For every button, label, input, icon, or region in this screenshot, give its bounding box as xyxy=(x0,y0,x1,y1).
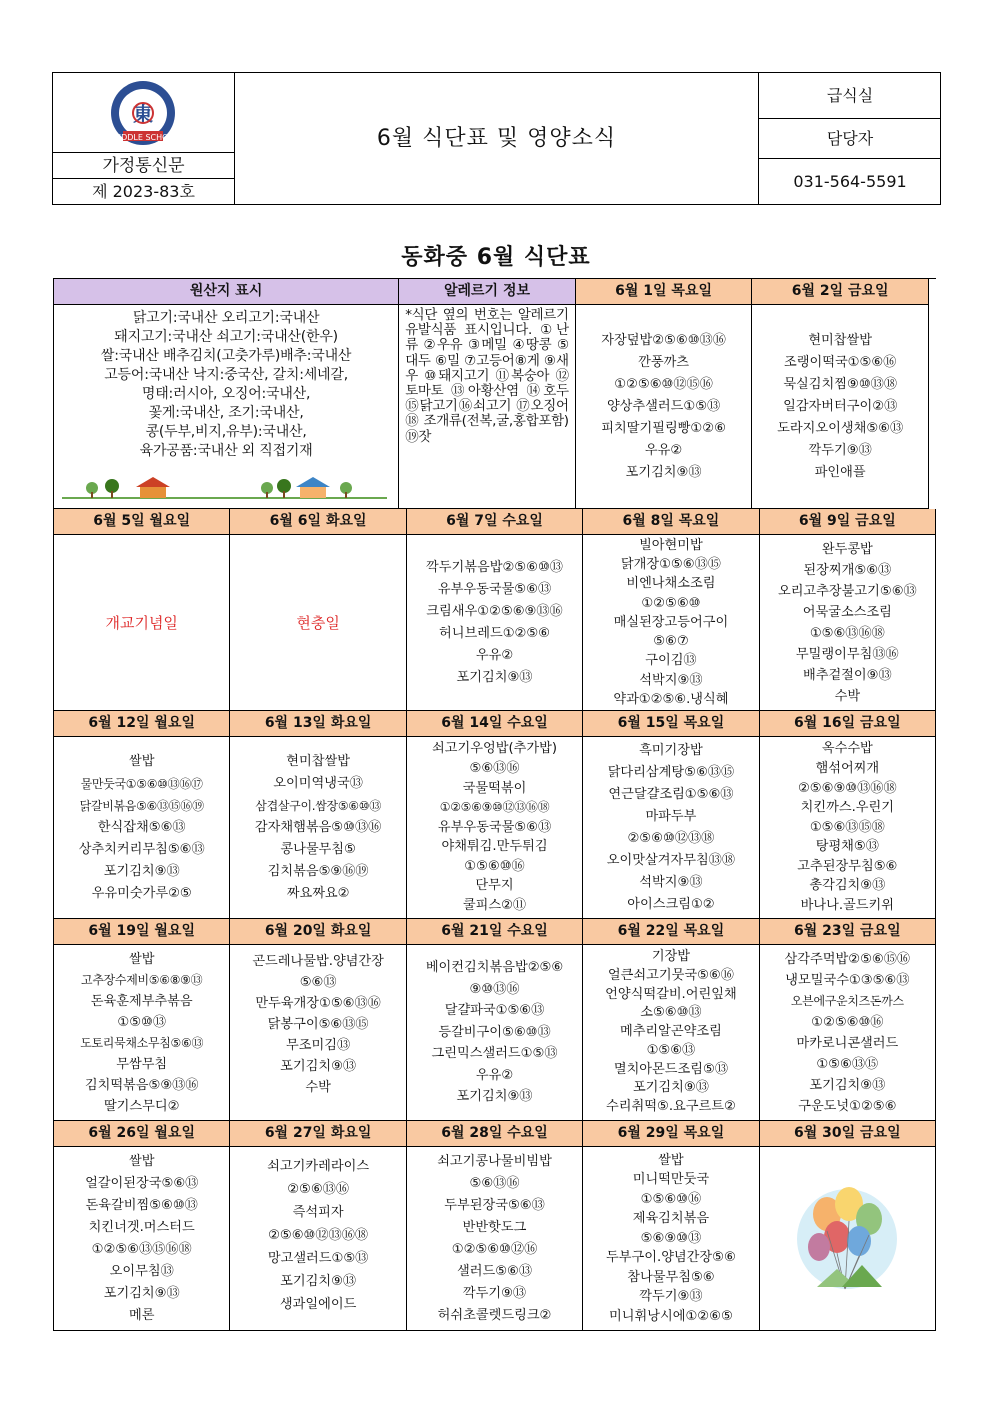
day-header: 6월 15일 목요일 xyxy=(583,711,759,737)
table-row xyxy=(54,737,936,919)
day-menu xyxy=(760,1147,936,1331)
menu-item: 석박지⑨⑬ xyxy=(639,874,703,890)
menu-item: 메추리알곤약조림 xyxy=(619,1024,722,1040)
menu-item: 유부우동국물⑤⑥⑬ xyxy=(437,581,552,597)
menu-item: 묵실김치찜⑨⑩⑬⑱ xyxy=(783,376,898,392)
menu-item: ①⑤⑥⑬⑯⑱ xyxy=(809,625,885,641)
menu-item: 구운도넛①②⑤⑥ xyxy=(798,1098,897,1114)
origin-line: 명태:러시아, 오징어:국내산, xyxy=(141,386,311,402)
menu-item: 만두육개장①⑤⑥⑬⑯ xyxy=(255,996,381,1011)
menu-item: 포기김치⑨⑬ xyxy=(632,1080,709,1096)
menu-item: ①⑤⑥⑩⑯ xyxy=(640,1191,702,1207)
menu-item: 흑미기장밥 xyxy=(639,742,703,758)
menu-item: 메론 xyxy=(128,1307,155,1323)
table-row xyxy=(54,305,936,509)
menu-item: ②⑤⑥⑩⑫⑬⑱ xyxy=(627,830,715,846)
menu-item: ①⑤⑥⑬⑮⑱ xyxy=(809,819,885,835)
menu-item: 등갈비구이⑤⑥⑩⑬ xyxy=(438,1024,551,1040)
menu-item: 포기김치⑨⑬ xyxy=(809,1077,886,1093)
day-menu xyxy=(407,1147,583,1331)
day-menu xyxy=(407,737,583,919)
menu-item: 우유② xyxy=(475,647,514,663)
logo-text: DONGHWA MIDDLE SCHOOL 동화중학교 xyxy=(65,133,221,142)
menu-item: 옥수수밥 xyxy=(821,741,873,757)
menu-item: 우유미숫가루②⑤ xyxy=(91,885,192,901)
menu-item: 김치볶음⑤⑨⑯⑲ xyxy=(267,863,369,879)
menu-item: 오븐에구운치즈돈까스 xyxy=(790,993,904,1008)
table-row xyxy=(54,1121,936,1147)
menu-item: 김치떡볶음⑤⑨⑬⑯ xyxy=(84,1077,199,1093)
contact-cell xyxy=(758,73,940,204)
menu-item: 마카로니콘샐러드 xyxy=(796,1035,899,1051)
menu-item: 물만둣국①⑤⑥⑩⑬⑯⑰ xyxy=(80,776,203,791)
menu-item: 석박지⑨⑬ xyxy=(639,672,703,688)
menu-item: 비엔나채소조림 xyxy=(626,576,716,592)
menu-item: 바나나.골드키위 xyxy=(800,898,895,914)
day-header: 6월 20일 화요일 xyxy=(230,919,406,945)
menu-item: 일감자버터구이②⑬ xyxy=(783,398,898,414)
origin-line: 닭고기:국내산 오리고기:국내산 xyxy=(132,310,320,326)
table-row xyxy=(54,279,936,305)
department: 급식실 xyxy=(759,73,941,119)
day-header: 6월 9일 금요일 xyxy=(760,509,936,535)
day-menu xyxy=(752,305,929,509)
menu-item: 무밀랭이무침⑬⑯ xyxy=(795,646,899,662)
menu-item: 크림새우①②⑤⑥⑨⑬⑯ xyxy=(426,603,563,619)
menu-item: 구이김⑬ xyxy=(645,653,697,669)
balloons-illustration xyxy=(787,1169,907,1309)
menu-item: 깍두기⑨⑬ xyxy=(639,1289,703,1305)
menu-item: 고추장수제비⑤⑥⑧⑨⑬ xyxy=(81,972,203,987)
day-menu xyxy=(54,535,230,711)
menu-item: 깍두기볶음밥②⑤⑥⑩⑬ xyxy=(426,559,563,575)
table-row xyxy=(54,509,936,535)
table-row xyxy=(54,535,936,711)
day-menu xyxy=(583,945,759,1121)
day-menu xyxy=(230,535,406,711)
holiday-label: 개교기념일 xyxy=(105,614,178,632)
menu-item: 얼큰쇠고기뭇국⑤⑥⑯ xyxy=(607,967,734,983)
menu-item: ⑤⑥⑦ xyxy=(653,634,689,650)
menu-item: 포기김치⑨⑬ xyxy=(625,464,702,480)
menu-item: 약과①②⑤⑥.냉식혜 xyxy=(613,692,729,708)
menu-item: 닭개장①⑤⑥⑬⑮ xyxy=(620,556,721,572)
day-menu xyxy=(583,1147,759,1331)
menu-item: 된장찌개⑤⑥⑬ xyxy=(803,562,892,578)
menu-item: 딸기스무디② xyxy=(103,1098,180,1114)
page-title: 6월 식단표 및 영양소식 xyxy=(376,126,617,151)
day-menu xyxy=(54,945,230,1121)
school-logo xyxy=(53,73,234,153)
menu-item: ⑤⑥⑬⑯ xyxy=(469,760,520,776)
menu-item: 수박 xyxy=(305,1080,331,1095)
menu-item: ②⑤⑥⑨⑩⑬⑯⑱ xyxy=(797,780,897,796)
menu-item: 매실된장고등어구이 xyxy=(613,614,729,630)
menu-item: 그린믹스샐러드①⑤⑬ xyxy=(431,1046,558,1062)
menu-item: 탕평채⑤⑬ xyxy=(815,839,879,855)
day-header: 6월 22일 목요일 xyxy=(583,919,759,945)
day-menu xyxy=(760,737,936,919)
table-row xyxy=(54,945,936,1121)
day-menu xyxy=(760,535,936,711)
menu-item: 쌀밥 xyxy=(658,1152,684,1168)
day-menu xyxy=(583,737,759,919)
menu-item: ①②⑤⑥⑩⑫⑯ xyxy=(451,1241,538,1257)
menu-item: 유부우동국물⑤⑥⑬ xyxy=(437,819,552,835)
menu-item: 삼겹살구이.쌈장⑤⑥⑩⑬ xyxy=(255,798,381,813)
menu-item: ⑤⑥⑬⑯ xyxy=(469,1175,520,1191)
menu-item: 반반핫도그 xyxy=(462,1219,527,1235)
logo-cell xyxy=(53,73,235,204)
menu-item: ①⑤⑥⑬⑮ xyxy=(816,1056,879,1072)
menu-item: 제육김치볶음 xyxy=(632,1211,710,1227)
menu-item: 조랭이떡국①⑤⑥⑯ xyxy=(783,354,897,370)
menu-item: 언양식떡갈비.어린잎채 xyxy=(605,986,737,1002)
menu-item: 포기김치⑨⑬ xyxy=(456,1089,533,1105)
day-menu xyxy=(407,535,583,711)
menu-item: 포기김치⑨⑬ xyxy=(280,1274,357,1289)
menu-item: 닭다리삼계탕⑤⑥⑬⑮ xyxy=(607,764,735,780)
origin-line: 쌀:국내산 배추김치(고춧가루)배추:국내산 xyxy=(100,348,352,364)
menu-item: 현미찹쌀밥 xyxy=(808,332,873,348)
menu-item: 샐러드⑤⑥⑬ xyxy=(456,1263,533,1279)
menu-item: 곤드레나물밥.양념간장 xyxy=(252,954,384,969)
menu-item: 닭봉구이⑤⑥⑬⑮ xyxy=(267,1017,369,1032)
menu-item: 배추겉절이⑨⑬ xyxy=(802,667,892,683)
menu-item: 두부구이.양념간장⑤⑥ xyxy=(606,1250,736,1266)
menu-item: ②⑤⑥⑩⑫⑬⑯⑱ xyxy=(268,1228,369,1243)
menu-item: 국물떡볶이 xyxy=(462,780,527,796)
person-label: 담당자 xyxy=(759,119,941,159)
menu-item: 깍두기⑨⑬ xyxy=(462,1285,527,1301)
origin-header: 원산지 표시 xyxy=(54,279,399,305)
menu-item: 현미찹쌀밥 xyxy=(286,753,350,769)
menu-item: 고추된장무침⑤⑥ xyxy=(797,858,898,874)
day-header: 6월 5일 월요일 xyxy=(54,509,230,535)
menu-item: 마파두부 xyxy=(645,808,697,824)
day-header: 6월 23일 금요일 xyxy=(760,919,936,945)
menu-item: 얼갈이된장국⑤⑥⑬ xyxy=(85,1175,199,1191)
menu-item: ①②⑤⑥⑩⑯ xyxy=(811,1014,884,1030)
menu-item: 상추치커리무침⑤⑥⑬ xyxy=(78,841,205,857)
menu-item: 오이미역냉국⑬ xyxy=(273,775,363,791)
menu-item: 오리고추장불고기⑤⑥⑬ xyxy=(777,583,917,599)
day-header: 6월 30일 금요일 xyxy=(760,1121,936,1147)
menu-item: 양상추샐러드①⑤⑬ xyxy=(606,398,721,414)
menu-table xyxy=(53,278,936,1331)
menu-item: 자장덮밥②⑤⑥⑩⑬⑯ xyxy=(601,332,726,348)
day-menu xyxy=(54,1147,230,1331)
menu-item: 무조미김⑬ xyxy=(286,1038,351,1053)
day-header: 6월 12일 월요일 xyxy=(54,711,230,737)
menu-item: 파인애플 xyxy=(814,464,866,480)
day-header: 6월 21일 수요일 xyxy=(407,919,583,945)
village-illustration xyxy=(62,474,387,502)
menu-item: 쌀밥 xyxy=(128,1153,155,1169)
menu-item: 쌀밥 xyxy=(128,753,155,769)
day-header: 6월 8일 목요일 xyxy=(583,509,759,535)
day-menu xyxy=(230,1147,406,1331)
menu-item: 소⑤⑥⑩⑬ xyxy=(640,1005,702,1021)
day-header: 6월 14일 수요일 xyxy=(407,711,583,737)
svg-text:東: 東 xyxy=(133,104,153,126)
menu-item: 콩나물무침⑤ xyxy=(280,841,356,857)
menu-item: 멸치아몬드조림⑤⑬ xyxy=(613,1061,729,1077)
day-header: 6월 13일 화요일 xyxy=(230,711,406,737)
menu-item: 도토리묵채소무침⑤⑥⑬ xyxy=(80,1035,204,1050)
day-header: 6월 7일 수요일 xyxy=(407,509,583,535)
table-row xyxy=(54,1147,936,1331)
menu-item: 망고샐러드①⑤⑬ xyxy=(267,1251,369,1266)
allergy-info: *식단 옆의 번호는 알레르기 유발식품 표시입니다. ①난류 ②우유 ③메밀 ④땅콩 ⑤대두 ⑥밀 ⑦고등어⑧게 ⑨새우 ⑩돼지고기 ⑪복숭아 ⑫토마토 ⑬아황산염 ⑭호두 ⑮닭고기⑯쇠고기 ⑰오징어⑱조개류(전복,굴,홍합포함) ⑲잣 xyxy=(399,305,576,509)
menu-item: 어묵굴소스조림 xyxy=(802,604,892,620)
menu-item: 참나물무침⑤⑥ xyxy=(627,1269,715,1285)
menu-item: 감자채햄볶음⑤⑩⑬⑯ xyxy=(254,819,382,835)
day-header: 6월 29일 목요일 xyxy=(583,1121,759,1147)
day-menu xyxy=(230,737,406,919)
origin-line: 돼지고기:국내산 쇠고기:국내산(한우) xyxy=(114,329,338,345)
menu-item: 완두콩밥 xyxy=(821,541,873,557)
menu-item: ①②⑤⑥⑬⑮⑯⑱ xyxy=(91,1241,192,1257)
menu-item: 달걀파국①⑤⑥⑬ xyxy=(444,1003,545,1019)
menu-item: 연근달걀조림①⑤⑥⑬ xyxy=(608,786,734,802)
day-menu xyxy=(583,535,759,711)
menu-item: 우유② xyxy=(644,442,683,458)
menu-item: 미니떡만둣국 xyxy=(632,1172,710,1188)
day-header: 6월 27일 화요일 xyxy=(230,1121,406,1147)
menu-item: 포기김치⑨⑬ xyxy=(103,1285,180,1301)
issue-number: 제 2023-83호 xyxy=(92,182,195,201)
newsletter-header xyxy=(52,72,941,205)
holiday-label: 현충일 xyxy=(296,614,340,632)
menu-item: 포기김치⑨⑬ xyxy=(456,669,533,685)
menu-item: 무쌈무침 xyxy=(116,1056,168,1072)
day-menu xyxy=(230,945,406,1121)
menu-item: ⑤⑥⑬ xyxy=(299,975,337,990)
origin-line: 고등어:국내산 낙지:중국산, 갈치:세네갈, xyxy=(104,367,348,383)
menu-item: 베이컨김치볶음밥②⑤⑥ xyxy=(425,960,564,976)
menu-item: 쿨피스②⑪ xyxy=(462,898,527,914)
menu-item: 돈육갈비찜⑤⑥⑩⑬ xyxy=(85,1197,198,1213)
menu-item: 즉석피자 xyxy=(292,1205,344,1220)
table-row xyxy=(54,711,936,737)
menu-item: ①②⑤⑥⑩ xyxy=(641,595,701,611)
menu-item: ①②⑤⑥⑩⑫⑮⑯ xyxy=(614,376,713,392)
origin-line: 콩(두부,비지,유부):국내산, xyxy=(145,424,307,440)
menu-item: 아이스크림①② xyxy=(627,896,715,912)
day-menu xyxy=(54,737,230,919)
menu-item: 포기김치⑨⑬ xyxy=(103,863,180,879)
menu-item: 피치딸기필링빵①②⑥ xyxy=(601,420,726,436)
menu-item: ①②⑤⑥⑨⑩⑫⑬⑯⑱ xyxy=(439,800,550,815)
menu-item: 미니휘낭시에①②⑥⑤ xyxy=(609,1308,733,1324)
menu-item: 닭갈비볶음⑤⑥⑬⑮⑯⑲ xyxy=(79,798,204,813)
day-header: 6월 19일 월요일 xyxy=(54,919,230,945)
menu-item: 쇠고기카레라이스 xyxy=(267,1159,370,1174)
day-header: 6월 16일 금요일 xyxy=(760,711,936,737)
menu-item: 깐풍까츠 xyxy=(638,354,690,370)
menu-item: 한식잡채⑤⑥⑬ xyxy=(97,819,186,835)
menu-item: 두부된장국⑤⑥⑬ xyxy=(444,1197,545,1213)
menu-item: ①⑤⑥⑬ xyxy=(646,1042,696,1058)
menu-item: 냉모밀국수①③⑤⑥⑬ xyxy=(785,972,910,988)
menu-item: 허쉬초콜렛드링크② xyxy=(437,1307,552,1323)
origin-line: 육가공품:국내산 외 직접기재 xyxy=(139,443,313,459)
newsletter-label: 가정통신문 xyxy=(53,153,234,179)
day-menu xyxy=(407,945,583,1121)
menu-item: 쇠고기우엉밥(추가밥) xyxy=(432,741,557,757)
menu-item: 빌아현미밥 xyxy=(639,537,703,553)
day-header: 6월 28일 수요일 xyxy=(407,1121,583,1147)
day-header: 6월 26일 월요일 xyxy=(54,1121,230,1147)
menu-item: 삼각주먹밥②⑤⑥⑮⑯ xyxy=(784,951,911,967)
menu-item: 기장밥 xyxy=(651,948,691,964)
phone-number: 031-564-5591 xyxy=(793,172,907,191)
menu-item: 깍두기⑨⑬ xyxy=(808,442,872,458)
day-header: 6월 1일 목요일 xyxy=(576,279,753,305)
origin-info xyxy=(54,305,399,509)
menu-item: 포기김치⑨⑬ xyxy=(280,1059,357,1074)
menu-item: 쇠고기콩나물비빔밥 xyxy=(437,1153,552,1169)
menu-item: 총각김치⑨⑬ xyxy=(809,878,886,894)
menu-title: 동화중 6월 식단표 xyxy=(401,245,591,270)
menu-item: ⑤⑥⑨⑩⑬ xyxy=(640,1230,702,1246)
menu-item: 도라지오이생채⑤⑥⑬ xyxy=(777,420,904,436)
menu-item: 치킨너겟.머스터드 xyxy=(88,1219,195,1235)
allergy-header: 알레르기 정보 xyxy=(399,279,576,305)
menu-item: ⑨⑩⑬⑯ xyxy=(469,981,520,997)
menu-item: ②⑤⑥⑬⑯ xyxy=(287,1182,350,1197)
day-menu xyxy=(576,305,753,509)
menu-item: ①⑤⑥⑩⑯ xyxy=(464,858,525,874)
menu-item: 수박 xyxy=(834,688,861,704)
menu-item: 수리취떡⑤.요구르트② xyxy=(606,1099,736,1115)
menu-item: 단무지 xyxy=(475,878,514,894)
menu-item: 야채튀김.만두튀김 xyxy=(441,839,548,855)
day-menu xyxy=(760,945,936,1121)
menu-item: 햄섞어찌개 xyxy=(815,760,880,776)
menu-item: 오이맛살겨자무침⑬⑱ xyxy=(606,852,736,868)
menu-item: 짜요짜요② xyxy=(286,885,350,901)
origin-line: 꽃게:국내산, 조기:국내산, xyxy=(148,405,304,421)
day-header: 6월 2일 금요일 xyxy=(752,279,929,305)
menu-item: 허니브레드①②⑤⑥ xyxy=(439,625,551,641)
day-header: 6월 6일 화요일 xyxy=(230,509,406,535)
menu-item: 쌀밥 xyxy=(128,951,155,967)
menu-item: 생과일에이드 xyxy=(279,1297,357,1312)
menu-item: 돈육훈제부추볶음 xyxy=(90,993,193,1009)
menu-item: ①⑤⑩⑬ xyxy=(117,1014,167,1030)
table-row xyxy=(54,919,936,945)
menu-item: 오이무침⑬ xyxy=(109,1263,174,1279)
menu-item: 우유② xyxy=(475,1067,514,1083)
menu-item: 치킨까스.우린기 xyxy=(800,800,895,816)
